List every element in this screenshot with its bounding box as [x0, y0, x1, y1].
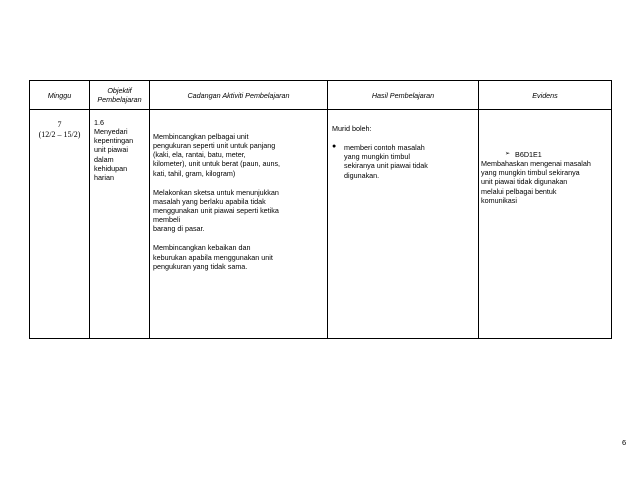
lesson-plan-table: [29, 80, 612, 339]
objective-line: Menyedari: [94, 127, 128, 137]
header-hasil: Hasil Pembelajaran: [328, 81, 479, 110]
activity-line: Membincangkan pelbagai unit: [153, 132, 249, 141]
header-objektif: [90, 81, 150, 110]
outcome-line: digunakan.: [344, 170, 380, 180]
activity-line: kati, tahil, gram, kilogram): [153, 168, 236, 178]
header-cadangan: Cadangan Aktiviti Pembelajaran: [150, 81, 328, 110]
page-number: 6: [622, 438, 627, 447]
objective-line: kehidupan: [94, 163, 128, 173]
header-objektif-line2: Pembelajaran: [97, 95, 142, 104]
evidence-line: Membahaskan mengenai masalah: [481, 159, 591, 169]
bullet-icon: ●: [332, 143, 337, 151]
activity-line: (kaki, ela, rantai, batu, meter,: [153, 150, 246, 160]
outcome-line: sekiranya unit piawai tidak: [344, 161, 428, 171]
activity-line: pengukuran seperti unit untuk panjang: [153, 141, 276, 151]
activity-line: Melakonkan sketsa untuk menunjukkan: [153, 187, 279, 197]
evidence-line: melalui pelbagai bentuk: [481, 186, 557, 196]
header-evidens: Evidens: [479, 81, 612, 110]
activity-line: masalah yang berlaku apabila tidak: [153, 196, 266, 206]
outcome-intro: Murid boleh:: [332, 124, 372, 133]
outcome-cell: [328, 110, 479, 339]
table-row: [30, 110, 612, 339]
evidence-cell: [479, 110, 612, 339]
activities-cell: [150, 110, 328, 339]
week-cell: [30, 110, 90, 339]
week-number: 7: [57, 120, 62, 129]
evidence-line: komunikasi: [481, 195, 517, 205]
activity-line: Membincangkan kebaikan dan: [153, 243, 251, 253]
activity-line: menggunakan unit piawai seperti ketika: [153, 205, 279, 215]
objective-cell: [90, 110, 150, 339]
evidence-line: unit piawai tidak digunakan: [481, 177, 568, 187]
activity-line: kilometer), unit untuk berat (paun, auns,: [153, 159, 281, 169]
activity-line: barang di pasar.: [153, 224, 205, 234]
activity-line: membeli: [153, 215, 181, 225]
activity-line: keburukan apabila menggunakan unit: [153, 252, 273, 262]
outcome-line: memberi contoh masalah: [344, 143, 425, 153]
objective-line: unit piawai: [94, 145, 128, 155]
header-row: [30, 81, 612, 110]
header-objektif-line1: Objektif: [107, 86, 132, 95]
objective-code: 1.6: [94, 118, 104, 127]
objective-line: harian: [94, 172, 114, 182]
outcome-bullet: [332, 143, 475, 180]
activity-paragraph: [153, 243, 324, 270]
evidence-header: [481, 150, 610, 159]
arrow-bullet-icon: ➢: [505, 150, 511, 157]
activity-paragraph: [153, 188, 324, 234]
activity-line: pengukuran yang tidak sama.: [153, 261, 248, 271]
header-minggu: Minggu: [30, 81, 90, 110]
week-dates: (12/2 – 15/2): [38, 130, 81, 139]
activity-paragraph: [153, 132, 324, 178]
objective-line: dalam: [94, 154, 114, 164]
evidence-line: yang mungkin timbul sekiranya: [481, 168, 580, 178]
outcome-line: yang mungkin timbul: [344, 152, 410, 162]
evidence-code: B6D1E1: [515, 150, 542, 159]
objective-line: kepentingan: [94, 136, 134, 146]
